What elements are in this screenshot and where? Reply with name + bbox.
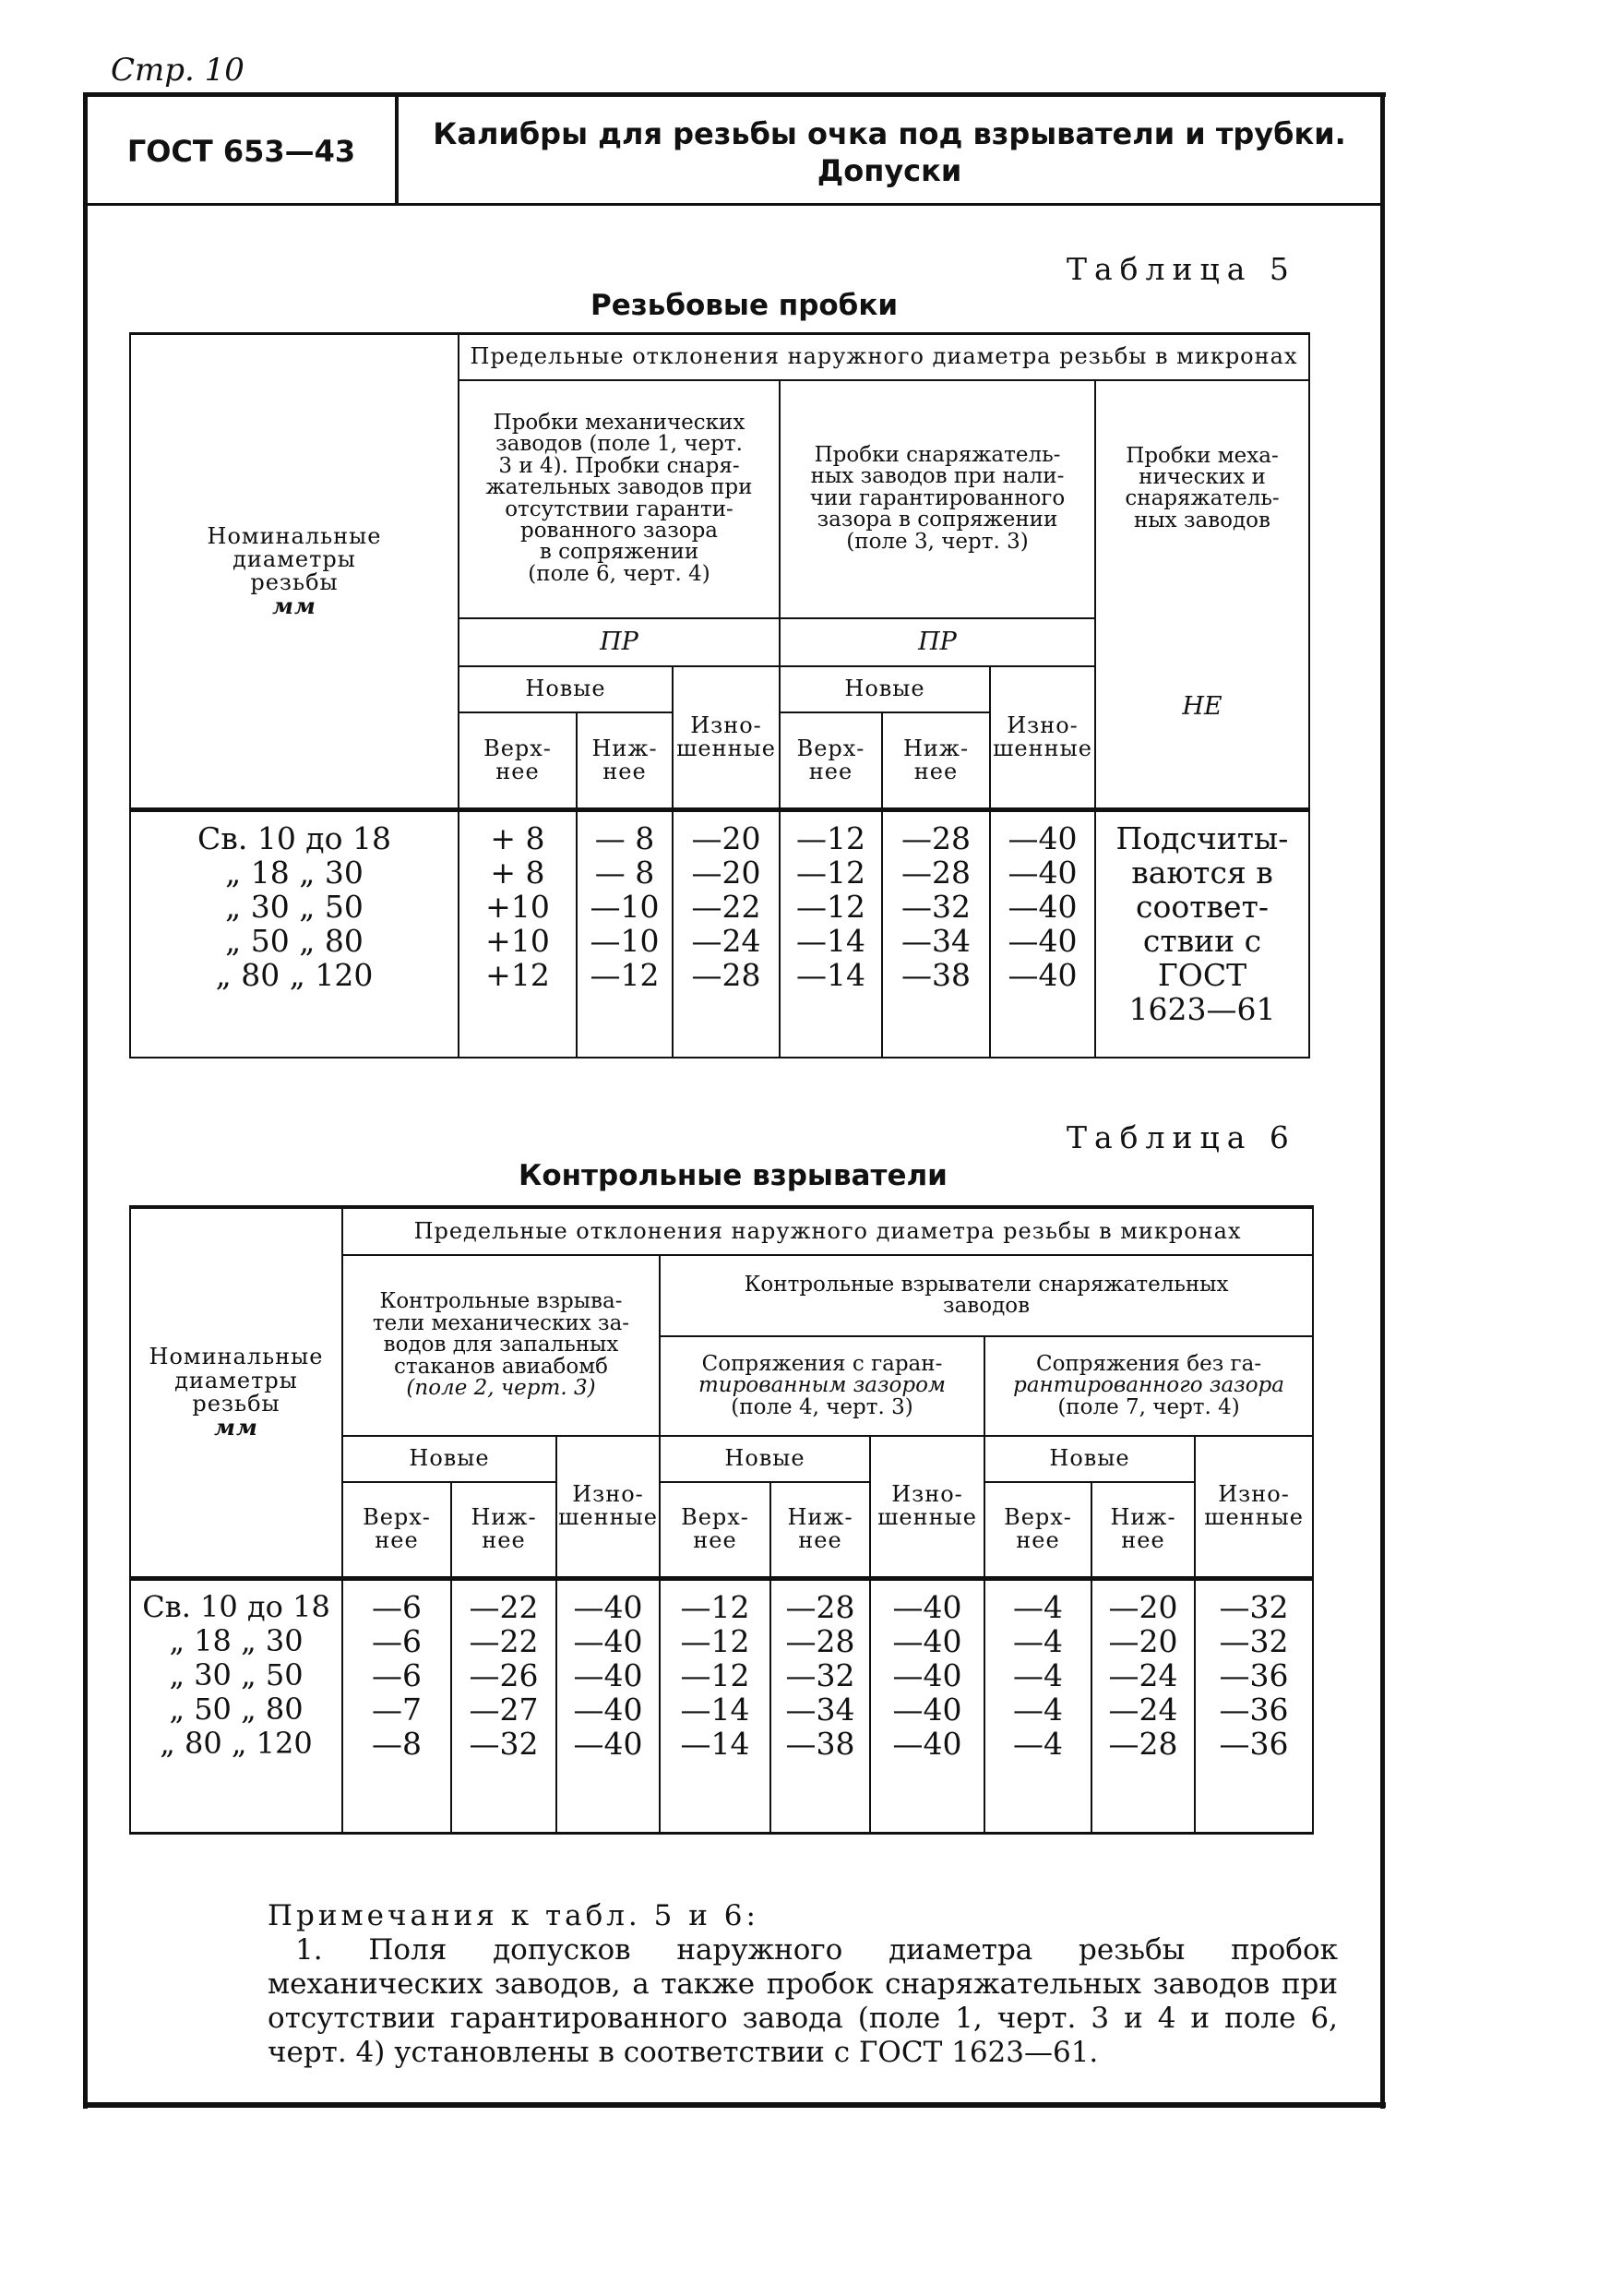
nominal-label-1: Номинальные	[149, 1344, 324, 1370]
value-cell: —14	[680, 1725, 750, 1762]
value-cell: —28	[691, 957, 761, 993]
lower-line: нее	[482, 1527, 526, 1554]
value-cell: +10	[485, 923, 550, 959]
diam-cell: „ 30 „ 50	[169, 1656, 304, 1692]
table6-col-9	[1195, 1578, 1313, 1833]
table5-pr-2: ПР	[780, 618, 1095, 666]
nominal-label-3: резьбы	[250, 569, 339, 595]
value-cell: —28	[785, 1588, 855, 1625]
value-cell: — 8	[594, 855, 655, 891]
value-cell: —7	[372, 1691, 422, 1728]
value-cell: +10	[485, 889, 550, 925]
table6-new-1: Новые	[342, 1436, 556, 1482]
value-cell: —40	[892, 1588, 962, 1625]
table5-col-lower-2	[882, 810, 990, 1058]
table5-col-worn-2	[990, 810, 1095, 1058]
value-cell: —40	[892, 1725, 962, 1762]
table5-diameters	[130, 810, 459, 1058]
table5-group2	[780, 380, 1095, 618]
diam-cell: „ 80 „ 120	[160, 1725, 313, 1761]
worn-line: Изно-	[891, 1481, 963, 1508]
table6-lower-2	[770, 1482, 870, 1578]
group1-line: Контрольные взрыва-	[379, 1289, 623, 1314]
group1-line: (поле 6, черт. 4)	[528, 561, 710, 586]
group3-line: нических и	[1139, 464, 1266, 489]
ne-line: 1623—61	[1128, 991, 1276, 1027]
table6-diameters	[130, 1578, 342, 1833]
table5-group3	[1095, 380, 1309, 666]
value-cell: —40	[1008, 923, 1078, 959]
table5-lower-2	[882, 712, 990, 810]
value-cell: —36	[1219, 1725, 1289, 1762]
ne-line: ГОСТ	[1157, 957, 1247, 993]
nominal-unit: мм	[214, 1413, 258, 1441]
group1-line: (поле 2, черт. 3)	[406, 1376, 596, 1401]
frame-bottom-line	[83, 2102, 1386, 2108]
value-cell: —38	[901, 957, 971, 993]
nominal-unit: мм	[272, 592, 316, 620]
diam-cell: „ 80 „ 120	[215, 957, 374, 993]
table6-group1	[342, 1255, 660, 1436]
table6-new-2: Новые	[660, 1436, 870, 1482]
value-cell: —20	[1108, 1622, 1178, 1659]
value-cell: —12	[590, 957, 660, 993]
value-cell: —28	[1108, 1725, 1178, 1762]
table6-sub2	[984, 1336, 1313, 1436]
value-cell: —32	[785, 1656, 855, 1693]
group3-line: снаряжатель-	[1125, 486, 1280, 511]
lower-line: Ниж-	[902, 735, 970, 761]
lower-line: нее	[602, 758, 647, 784]
notes	[268, 1899, 1338, 2070]
table6-col-2	[451, 1578, 556, 1833]
table6-number: Таблица 6	[1067, 1119, 1296, 1155]
table5-worn-1	[673, 666, 780, 810]
table6-col-7	[984, 1578, 1091, 1833]
gost-code: ГОСТ 653—43	[126, 133, 356, 169]
value-cell: —4	[1013, 1656, 1063, 1693]
table6-col-1	[342, 1578, 451, 1833]
nominal-label-3: резьбы	[192, 1390, 280, 1417]
group1-line: 3 и 4). Пробки снаря-	[498, 453, 740, 478]
value-cell: —6	[372, 1588, 422, 1625]
diam-cell: „ 18 „ 30	[225, 855, 364, 891]
table6-upper-3	[984, 1482, 1091, 1578]
value-cell: —10	[590, 889, 660, 925]
group2-line: Контрольные взрыватели снаряжательных	[744, 1272, 1229, 1297]
value-cell: —12	[680, 1622, 750, 1659]
value-cell: —40	[892, 1656, 962, 1693]
value-cell: —12	[796, 889, 865, 925]
table6-nominal-header	[130, 1207, 342, 1578]
value-cell: —12	[680, 1656, 750, 1693]
value-cell: —4	[1013, 1588, 1063, 1625]
document-title-line-2: Допуски	[817, 153, 962, 188]
table6-col-5	[770, 1578, 870, 1833]
value-cell: —22	[691, 889, 761, 925]
worn-line: Изно-	[1007, 712, 1079, 738]
nominal-label-1: Номинальные	[207, 522, 382, 549]
group1-line: отсутствии гаранти-	[505, 496, 733, 521]
value-cell: —32	[469, 1725, 539, 1762]
group2-line: зазора в сопряжении	[817, 508, 1058, 532]
worn-line: Изно-	[1218, 1481, 1290, 1508]
diam-cell: „ 18 „ 30	[169, 1622, 304, 1658]
value-cell: —22	[469, 1588, 539, 1625]
upper-line: нее	[495, 758, 540, 784]
value-cell: —34	[901, 923, 971, 959]
value-cell: —32	[1219, 1622, 1289, 1659]
value-cell: —14	[796, 957, 865, 993]
table6	[129, 1205, 1314, 1835]
value-cell: —4	[1013, 1691, 1063, 1728]
value-cell: —36	[1219, 1691, 1289, 1728]
value-cell: —14	[680, 1691, 750, 1728]
upper-line: нее	[1016, 1527, 1060, 1554]
group3-line: Пробки меха-	[1126, 443, 1279, 468]
worn-line: Изно-	[690, 712, 762, 738]
ne-line: ствии с	[1142, 923, 1262, 959]
sub1-line: тированным зазором	[698, 1373, 946, 1398]
group1-line: тели механических за-	[372, 1310, 630, 1335]
upper-line: Верх-	[1004, 1504, 1072, 1531]
notes-heading: Примечания к табл. 5 и 6:	[268, 1899, 759, 1932]
table5-col-upper-1	[459, 810, 577, 1058]
value-cell: —27	[469, 1691, 539, 1728]
table6-group2	[660, 1255, 1313, 1336]
table5-new-1: Новые	[459, 666, 673, 712]
group1-line: в сопряжении	[539, 540, 699, 565]
value-cell: —6	[372, 1656, 422, 1693]
diam-cell: „ 50 „ 80	[225, 923, 364, 959]
group2-line: ных заводов при нали-	[810, 464, 1065, 489]
value-cell: +12	[485, 957, 550, 993]
value-cell: —32	[901, 889, 971, 925]
worn-line: шенные	[1204, 1504, 1304, 1531]
table5-col-worn-1	[673, 810, 780, 1058]
table6-title: Контрольные взрыватели	[519, 1159, 948, 1192]
group1-line: Пробки механических	[493, 410, 745, 435]
table5-number: Таблица 5	[1067, 251, 1296, 287]
upper-line: Верх-	[363, 1504, 431, 1531]
value-cell: —40	[892, 1622, 962, 1659]
value-cell: —20	[1108, 1588, 1178, 1625]
table6-upper-2	[660, 1482, 770, 1578]
frame-right-line	[1380, 92, 1385, 2109]
sub2-line: Сопряжения без га-	[1035, 1351, 1262, 1376]
table6-sub1	[660, 1336, 984, 1436]
diam-cell: „ 50 „ 80	[169, 1691, 304, 1727]
value-cell: — 8	[594, 820, 655, 856]
value-cell: —40	[1008, 889, 1078, 925]
upper-line: Верх-	[483, 735, 552, 761]
table5-col-ne	[1095, 810, 1309, 1058]
value-cell: + 8	[490, 820, 545, 856]
value-cell: —4	[1013, 1725, 1063, 1762]
value-cell: —36	[1219, 1656, 1289, 1693]
lower-line: Ниж-	[1110, 1504, 1176, 1531]
group1-line: рованного зазора	[519, 518, 719, 543]
value-cell: —32	[1219, 1588, 1289, 1625]
page-number: Стр. 10	[111, 52, 244, 89]
value-cell: —40	[892, 1691, 962, 1728]
value-cell: —20	[691, 820, 761, 856]
value-cell: —40	[573, 1588, 643, 1625]
group2-line: Пробки снаряжатель-	[814, 442, 1061, 467]
sub1-line: (поле 4, черт. 3)	[731, 1394, 913, 1419]
worn-line: шенные	[676, 735, 776, 761]
value-cell: —28	[785, 1622, 855, 1659]
table6-col-8	[1091, 1578, 1195, 1833]
sub1-line: Сопряжения с гаран-	[701, 1351, 943, 1376]
nominal-label-2: диаметры	[174, 1367, 298, 1393]
document-title-line-1: Калибры для резьбы очка под взрыватели и трубки.	[433, 116, 1346, 151]
value-cell: —8	[372, 1725, 422, 1762]
table5	[129, 332, 1310, 1058]
document-title	[399, 102, 1380, 203]
table5-col-lower-1	[577, 810, 673, 1058]
ne-line: ваются в	[1131, 855, 1273, 891]
upper-line: нее	[808, 758, 853, 784]
value-cell: —14	[796, 923, 865, 959]
diam-cell: Св. 10 до 18	[142, 1588, 330, 1624]
value-cell: —40	[573, 1656, 643, 1693]
table6-new-3: Новые	[984, 1436, 1195, 1482]
upper-line: Верх-	[796, 735, 865, 761]
table6-worn-2	[870, 1436, 984, 1578]
table5-title: Резьбовые пробки	[590, 289, 899, 322]
table5-ne: НЕ	[1095, 666, 1309, 810]
diam-cell: Св. 10 до 18	[197, 820, 391, 856]
worn-line: Изно-	[572, 1481, 644, 1508]
table6-span-header: Предельные отклонения наружного диаметра резьбы в микронах	[342, 1207, 1313, 1255]
table5-new-2: Новые	[780, 666, 990, 712]
group2-line: чии гарантированного	[809, 485, 1066, 510]
value-cell: —28	[901, 820, 971, 856]
value-cell: —40	[573, 1725, 643, 1762]
value-cell: —24	[1108, 1656, 1178, 1693]
table6-worn-3	[1195, 1436, 1313, 1578]
value-cell: —38	[785, 1725, 855, 1762]
lower-line: Ниж-	[471, 1504, 537, 1531]
sub2-line: рантированного зазора	[1013, 1373, 1284, 1398]
value-cell: —40	[1008, 855, 1078, 891]
group1-line: заводов (поле 1, черт.	[495, 432, 743, 457]
value-cell: —40	[1008, 957, 1078, 993]
ne-line: Подсчиты-	[1115, 820, 1289, 856]
lower-line: Ниж-	[787, 1504, 853, 1531]
value-cell: —20	[691, 855, 761, 891]
sub2-line: (поле 7, черт. 4)	[1057, 1394, 1240, 1419]
group1-line: водов для запальных	[383, 1333, 619, 1357]
value-cell: —28	[901, 855, 971, 891]
upper-line: нее	[375, 1527, 419, 1554]
table5-group1	[459, 380, 780, 618]
value-cell: —24	[691, 923, 761, 959]
nominal-label-2: диаметры	[233, 545, 356, 572]
frame-left-line	[83, 92, 88, 2109]
value-cell: —10	[590, 923, 660, 959]
lower-line: нее	[913, 758, 959, 784]
value-cell: + 8	[490, 855, 545, 891]
table6-col-6	[870, 1578, 984, 1833]
table6-upper-1	[342, 1482, 451, 1578]
value-cell: —22	[469, 1622, 539, 1659]
worn-line: шенные	[993, 735, 1092, 761]
value-cell: —24	[1108, 1691, 1178, 1728]
value-cell: —12	[680, 1588, 750, 1625]
table5-upper-2	[780, 712, 882, 810]
group2-line: (поле 3, черт. 3)	[846, 529, 1029, 554]
table6-col-3	[556, 1578, 660, 1833]
table5-pr-1: ПР	[459, 618, 780, 666]
group2-line: заводов	[943, 1294, 1031, 1318]
value-cell: —34	[785, 1691, 855, 1728]
table6-lower-1	[451, 1482, 556, 1578]
value-cell: —6	[372, 1622, 422, 1659]
worn-line: шенные	[558, 1504, 658, 1531]
upper-line: Верх-	[681, 1504, 749, 1531]
group1-line: стаканов авиабомб	[394, 1354, 608, 1379]
value-cell: —40	[1008, 820, 1078, 856]
value-cell: —40	[573, 1622, 643, 1659]
value-cell: —4	[1013, 1622, 1063, 1659]
table5-col-upper-2	[780, 810, 882, 1058]
table5-lower-1	[577, 712, 673, 810]
group3-line: ных заводов	[1134, 508, 1270, 532]
value-cell: —12	[796, 855, 865, 891]
notes-text: 1. Поля допусков наружного диаметра резьбы пробок механических заводов, а также пробок снаряжательных заводов при отсутствии гарантированного завода (поле 1, черт. 3 и 4 и поле 6, черт. 4) установлены в соответствии с ГОСТ 1623—61.	[268, 1933, 1338, 2069]
table5-span-header: Предельные отклонения наружного диаметра резьбы в микронах	[459, 334, 1309, 380]
table6-lower-3	[1091, 1482, 1195, 1578]
upper-line: нее	[693, 1527, 737, 1554]
value-cell: —12	[796, 820, 865, 856]
diam-cell: „ 30 „ 50	[225, 889, 364, 925]
table5-worn-2	[990, 666, 1095, 810]
table6-col-4	[660, 1578, 770, 1833]
lower-line: нее	[1121, 1527, 1165, 1554]
value-cell: —26	[469, 1656, 539, 1693]
table5-upper-1	[459, 712, 577, 810]
ne-line: соответ-	[1136, 889, 1269, 925]
table6-worn-1	[556, 1436, 660, 1578]
table5-nominal-header	[130, 334, 459, 810]
worn-line: шенные	[877, 1504, 977, 1531]
group1-line: жательных заводов при	[485, 475, 753, 500]
value-cell: —40	[573, 1691, 643, 1728]
lower-line: нее	[798, 1527, 842, 1554]
lower-line: Ниж-	[591, 735, 658, 761]
